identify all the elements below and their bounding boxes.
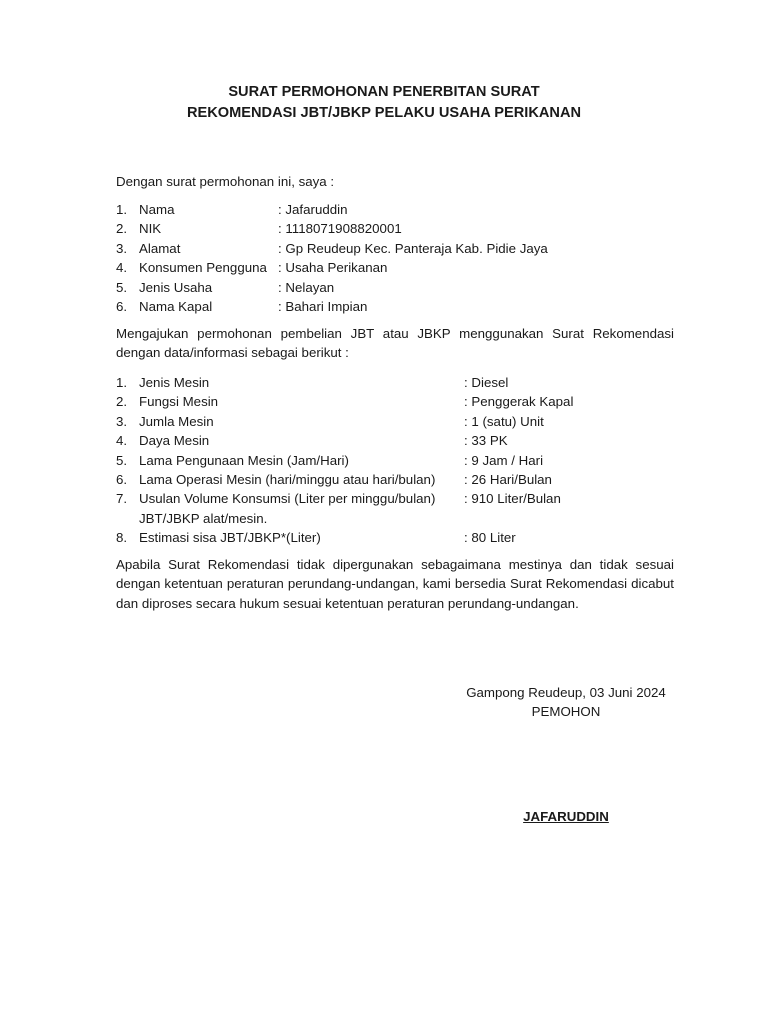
signature-name: JAFARUDDIN: [523, 809, 609, 824]
list-item: [116, 373, 674, 392]
item-label: Estimasi sisa JBT/JBKP*(Liter): [139, 530, 321, 546]
engine-list: [116, 373, 674, 548]
list-item: [116, 412, 674, 431]
signature-place-date: Gampong Reudeup, 03 Juni 2024: [466, 685, 666, 700]
item-value: : Penggerak Kapal: [464, 394, 574, 410]
list-item: [116, 451, 674, 470]
item-value: : Gp Reudeup Kec. Panteraja Kab. Pidie Jaya: [278, 240, 548, 256]
item-value: : 1118071908820001: [278, 221, 402, 237]
title-line-1: SURAT PERMOHONAN PENERBITAN SURAT: [228, 84, 540, 100]
item-value: : 910 Liter/Bulan: [464, 491, 561, 507]
request-paragraph: Mengajukan permohonan pembelian JBT atau JBKP menggunakan Surat Rekomendasi dengan data/informasi sebagai berikut :: [116, 326, 674, 361]
item-number: 5.: [116, 279, 128, 295]
item-number: 6.: [116, 299, 128, 315]
closing-paragraph: Apabila Surat Rekomendasi tidak dipergunakan sebagaimana mestinya dan tidak sesuai dengan ketentuan peraturan perundang-undangan, kami bersedia Surat Rekomendasi dicabut dan diproses secara hukum sesuai ketentuan peraturan perundang-undangan.: [116, 557, 674, 611]
item-label: Jenis Mesin: [139, 375, 210, 390]
document-title: [0, 82, 768, 124]
item-number: 3.: [116, 240, 128, 256]
item-label: NIK: [139, 221, 162, 237]
item-number: 6.: [116, 472, 128, 488]
list-item: [116, 200, 674, 219]
identity-list: [116, 200, 674, 316]
list-item: [116, 528, 674, 547]
item-label: Jumla Mesin: [139, 413, 214, 429]
item-value: : 1 (satu) Unit: [464, 413, 544, 429]
item-number: 1.: [116, 202, 128, 217]
item-value: : Nelayan: [278, 279, 335, 295]
list-item: [116, 258, 674, 277]
list-item: [116, 297, 674, 316]
item-label: Daya Mesin: [139, 433, 210, 449]
item-value: : Usaha Perikanan: [278, 260, 388, 276]
item-label: Usulan Volume Konsumsi (Liter per minggu/bulan) JBT/JBKP alat/mesin.: [139, 491, 436, 526]
list-item: [116, 239, 674, 258]
title-line-2: REKOMENDASI JBT/JBKP PELAKU USAHA PERIKANAN: [186, 105, 582, 121]
item-value: : 33 PK: [464, 433, 508, 449]
item-number: 3.: [116, 413, 128, 429]
item-label: Konsumen Pengguna: [139, 260, 267, 276]
item-label: Nama: [139, 202, 175, 217]
list-item: [116, 278, 674, 297]
item-label: Lama Operasi Mesin (hari/minggu atau hari/bulan): [139, 472, 436, 488]
item-number: 4.: [116, 260, 128, 276]
list-item: [116, 219, 674, 238]
item-label: Alamat: [139, 240, 181, 256]
item-value: : Diesel: [464, 375, 509, 390]
item-label: Jenis Usaha: [139, 279, 213, 295]
item-value: : 9 Jam / Hari: [464, 452, 544, 468]
signature-role: PEMOHON: [531, 704, 601, 719]
intro-text: Dengan surat permohonan ini, saya :: [116, 174, 335, 189]
list-item: [116, 392, 674, 411]
item-number: 7.: [116, 491, 128, 507]
item-label: Lama Pengunaan Mesin (Jam/Hari): [139, 452, 349, 468]
item-number: 5.: [116, 452, 128, 468]
item-number: 1.: [116, 375, 128, 390]
list-item: [116, 431, 674, 450]
item-value: : Jafaruddin: [278, 202, 348, 217]
list-item: [116, 470, 674, 489]
item-number: 8.: [116, 530, 128, 546]
item-value: : Bahari Impian: [278, 299, 368, 315]
item-number: 2.: [116, 221, 128, 237]
item-number: 2.: [116, 394, 128, 410]
item-value: : 80 Liter: [464, 530, 516, 546]
item-number: 4.: [116, 433, 128, 449]
item-label: Fungsi Mesin: [139, 394, 219, 410]
list-item: [116, 489, 674, 528]
item-value: : 26 Hari/Bulan: [464, 472, 552, 488]
item-label: Nama Kapal: [139, 299, 213, 315]
